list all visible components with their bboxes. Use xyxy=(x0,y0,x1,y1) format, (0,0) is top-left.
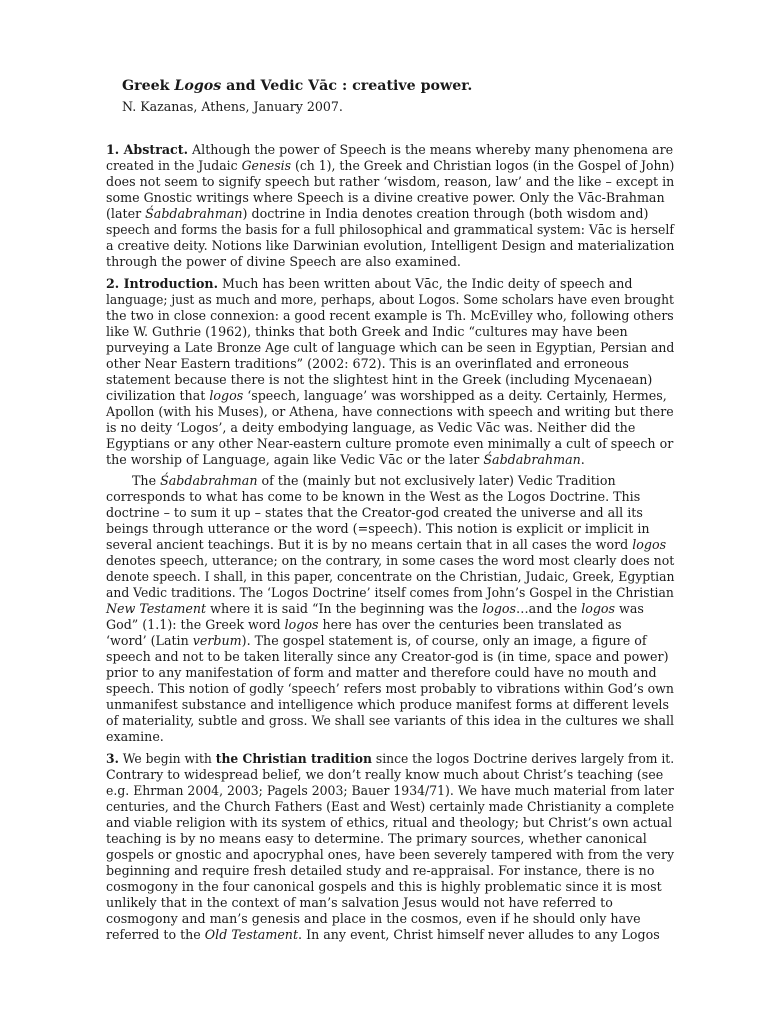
italic-term: Śabdabrahman xyxy=(145,206,243,221)
text-span: where it is said “In the beginning was the xyxy=(206,601,483,616)
italic-term: Śabdabrahman xyxy=(160,473,258,488)
italic-term: New Testament xyxy=(106,601,207,616)
text-line xyxy=(106,617,674,633)
text-line: teaching is by no means easy to determine. The primary sources, whether canonical xyxy=(106,831,647,846)
italic-term: logos xyxy=(581,601,616,616)
abstract-paragraph xyxy=(106,142,674,270)
text-span: since the logos Doctrine derives largely from it. xyxy=(371,751,675,766)
text-line: Contrary to widespread belief, we don’t really know much about Christ’s teaching (see xyxy=(106,767,664,782)
italic-term: verbum xyxy=(192,633,242,648)
text-line: a creative deity. Notions like Darwinian evolution, Intelligent Design and materialization xyxy=(106,238,675,253)
text-line xyxy=(106,601,674,617)
italic-term: logos xyxy=(632,537,667,552)
text-span: Although the power of Speech is the means whereby many phenomena are xyxy=(188,142,674,157)
text-line: of materiality, subtle and gross. We shall see variants of this idea in the cultures we shall xyxy=(106,713,675,728)
section-heading: 1. Abstract. xyxy=(106,142,188,157)
text-span: . xyxy=(580,452,585,467)
text-line xyxy=(106,158,675,174)
text-line: doctrine – to sum it up – states that the Creator-god created the universe and all its xyxy=(106,505,643,520)
christian-tradition-paragraph xyxy=(106,751,674,943)
italic-term: logos xyxy=(482,601,517,616)
text-line: the two in close connexion: a good recent example is Th. McEvilley who, following others xyxy=(106,308,674,323)
text-span: The xyxy=(132,473,161,488)
text-line: and Vedic traditions. The ‘Logos Doctrine’ itself comes from John’s Gospel in the Christian xyxy=(106,585,674,600)
italic-term: Genesis xyxy=(241,158,292,173)
text-span: referred to the xyxy=(106,927,205,942)
text-line xyxy=(106,751,675,767)
text-span: ‘speech, language’ was worshipped as a deity. Certainly, Hermes, xyxy=(243,388,667,403)
text-line xyxy=(106,206,674,222)
text-line: speech and forms the basis for a full philosophical and grammatical system: Vāc is herself xyxy=(106,222,674,237)
text-line xyxy=(106,537,674,553)
text-line: gospels or gnostic and apocryphal ones, have been severely tampered with from the very xyxy=(106,847,675,862)
text-line: unmanifest substance and intelligence which produce manifest forms at different levels xyxy=(106,697,669,712)
text-line: e.g. Ehrman 2004, 2003; Pagels 2003; Bauer 1934/71). We have much material from later xyxy=(106,783,674,798)
text-span: several ancient teachings. But it is by no means certain that in all cases the word xyxy=(106,537,633,552)
italic-term: Śabdabrahman xyxy=(483,452,581,467)
section-heading: 2. Introduction. xyxy=(106,276,219,291)
text-line xyxy=(106,276,674,292)
section-number: 3. xyxy=(106,751,119,766)
text-line: does not seem to signify speech but rather ‘wisdom, reason, law’ and the like – except in xyxy=(106,174,675,189)
text-line: beginning and require fresh detailed study and re-appraisal. For instance, there is no xyxy=(106,863,655,878)
text-span: Much has been written about Vāc, the Indic deity of speech and xyxy=(218,276,633,291)
text-line: and viable religion with its system of ethics, ritual and theology; but Christ’s own actual xyxy=(106,815,673,830)
text-line: through the power of divine Speech are also examined. xyxy=(106,254,461,269)
text-line: denotes speech, utterance; on the contrary, in some cases the word most clearly does not xyxy=(106,553,675,568)
text-span: (later xyxy=(106,206,146,221)
document-title xyxy=(122,76,674,96)
text-line: like W. Guthrie (1962), thinks that both Greek and Indic “cultures may have been xyxy=(106,324,628,339)
text-line: language; just as much and more, perhaps, about Logos. Some scholars have even brought xyxy=(106,292,674,307)
text-line: cosmogony in the four canonical gospels and this is highly problematic since it is most xyxy=(106,879,662,894)
text-span: ). The gospel statement is, of course, only an image, a figure of xyxy=(241,633,647,648)
text-span: . In any event, Christ himself never alludes to any Logos xyxy=(298,927,660,942)
text-line xyxy=(106,452,674,468)
italic-term: logos xyxy=(284,617,319,632)
text-line: Apollon (with his Muses), or Athena, have connections with speech and writing but there xyxy=(106,404,674,419)
text-line xyxy=(106,473,674,489)
text-line: Egyptians or any other Near-eastern culture promote even minimally a cult of speech or xyxy=(106,436,674,451)
text-span: (ch 1), the Greek and Christian logos (in the Gospel of John) xyxy=(291,158,675,173)
text-line: cosmogony and man’s genesis and place in the cosmos, even if he should only have xyxy=(106,911,641,926)
introduction-paragraph xyxy=(106,276,674,468)
text-line xyxy=(106,633,674,649)
title-text-end: and Vedic Vāc : creative power. xyxy=(221,78,473,94)
text-line xyxy=(106,388,674,404)
text-span: the worship of Language, again like Vedic Vāc or the later xyxy=(106,452,484,467)
text-line: some Gnostic writings where Speech is a divine creative power. Only the Vāc-Brahman xyxy=(106,190,665,205)
text-line: prior to any manifestation of form and matter and therefore could have no mouth and xyxy=(106,665,657,680)
text-line: examine. xyxy=(106,729,164,744)
text-span: ) doctrine in India denotes creation through (both wisdom and) xyxy=(242,206,649,221)
text-line: unlikely that in the context of man’s salvation Jesus would not have referred to xyxy=(106,895,613,910)
logos-doctrine-paragraph xyxy=(106,473,674,745)
text-span: was xyxy=(615,601,644,616)
author-line: N. Kazanas, Athens, January 2007. xyxy=(122,99,343,114)
text-line: speech. This notion of godly ‘speech’ refers most probably to vibrations within God’s own xyxy=(106,681,674,696)
text-line: statement because there is not the slightest hint in the Greek (including Mycenaean) xyxy=(106,372,653,387)
text-span: …and the xyxy=(516,601,582,616)
text-span: civilization that xyxy=(106,388,210,403)
text-line: corresponds to what has come to be known in the West as the Logos Doctrine. This xyxy=(106,489,641,504)
text-line: denote speech. I shall, in this paper, concentrate on the Christian, Judaic, Greek, Egyptian xyxy=(106,569,675,584)
text-span: ‘word’ (Latin xyxy=(106,633,193,648)
bold-term: the Christian tradition xyxy=(215,751,372,766)
text-line xyxy=(106,927,674,943)
document-page xyxy=(106,76,674,943)
italic-term: Old Testament xyxy=(204,927,299,942)
italic-term: logos xyxy=(209,388,244,403)
text-line: purveying a Late Bronze Age cult of language which can be seen in Egyptian, Persian and xyxy=(106,340,675,355)
text-line xyxy=(106,142,674,158)
text-line: centuries, and the Church Fathers (East and West) certainly made Christianity a complete xyxy=(106,799,675,814)
text-line: other Near Eastern traditions” (2002: 672). This is an overinflated and erroneous xyxy=(106,356,629,371)
title-italic: Logos xyxy=(174,78,222,94)
text-line: beings through utterance or the word (=speech). This notion is explicit or implicit in xyxy=(106,521,650,536)
text-span: We begin with xyxy=(118,751,216,766)
text-line: speech and not to be taken literally since any Creator-god is (in time, space and power) xyxy=(106,649,669,664)
text-span: here has over the centuries been translated as xyxy=(318,617,622,632)
text-line: is no deity ‘Logos’, a deity embodying language, as Vedic Vāc was. Neither did the xyxy=(106,420,636,435)
text-span: of the (mainly but not exclusively later) Vedic Tradition xyxy=(257,473,616,488)
text-span: created in the Judaic xyxy=(106,158,242,173)
title-text: Greek xyxy=(122,78,175,94)
text-span: God” (1.1): the Greek word xyxy=(106,617,285,632)
